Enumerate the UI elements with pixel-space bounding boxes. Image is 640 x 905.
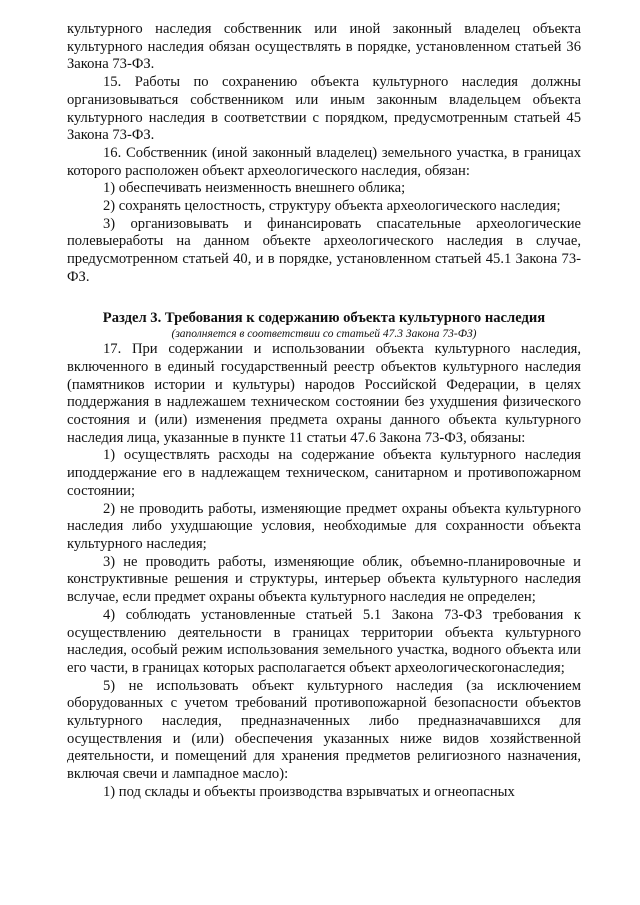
paragraph-15: 15. Работы по сохранению объекта культурного наследия должны организовываться собственником или иным законным владельцем объекта культурного наследия в соответствии с порядком, предусмотренным статьей 45 Закона 73-ФЗ. [67,74,581,144]
list-item-16-3: 3) организовывать и финансировать спасательные археологические полевыеработы на данном объекте археологического наследия в случае, предусмотренном статьей 40, и в порядке, установленном статьей 45.1 Закона 73-ФЗ. [67,215,581,285]
list-item-17-3: 3) не проводить работы, изменяющие облик, объемно-планировочные и конструктивные решения и структуры, интерьер объекта культурного наследия вслучае, если предмет охраны объекта культурного наследия не определен; [67,553,581,606]
section-note: (заполняется в соответствии со статьей 47.3 Закона 73-ФЗ) [171,328,477,341]
document-page [67,21,581,802]
list-item-17-4: 4) соблюдать установленные статьей 5.1 Закона 73-ФЗ требования к осуществлению деятельности в границах территории объекта культурного наследия, особый режим использования земельного участка, водного объекта или его части, в границах которых располагается объект археологическогонаследия; [67,606,581,676]
section-title: Раздел 3. Требования к содержанию объекта культурного наследия [102,309,546,326]
paragraph-continuation: культурного наследия собственник или иной законный владелец объекта культурного наследия обязан осуществлять в порядке, установленном статьей 36 Закона 73-ФЗ. [67,21,581,73]
list-item-16-1: 1) обеспечивать неизменность внешнего облика; [103,180,406,197]
list-item-17-5-1: 1) под склады и объекты производства взрывчатых и огнеопасных [103,783,515,800]
list-item-17-2: 2) не проводить работы, изменяющие предмет охраны объекта культурного наследия либо ухудшающие условия, необходимые для сохранности объекта культурного наследия; [67,500,581,552]
list-item-16-2: 2) сохранять целостность, структуру объекта археологического наследия; [103,198,561,215]
list-item-17-5: 5) не использовать объект культурного наследия (за исключением оборудованных с учетом требований противопожарной безопасности объектов культурного наследия, предназначенных либо предназначавшихся для осуществления и (или) обеспечения указанных ниже видов хозяйственной деятельности, и помещений для хранения предметов религиозного назначения, включая свечи и лампадное масло): [67,677,581,783]
list-item-17-1: 1) осуществлять расходы на содержание объекта культурного наследия иподдержание его в надлежащем техническом, санитарном и противопожарном состоянии; [67,447,581,499]
paragraph-17: 17. При содержании и использовании объекта культурного наследия, включенного в единый государственный реестр объектов культурного наследия (памятников истории и культуры) народов Российской Федерации, в целях поддержания в надлежашем техническом состоянии без ухудшения физического состояния и (или) изменения предмета охраны данного объекта культурного наследия лица, указанные в пункте 11 статьи 47.6 Закона 73-ФЗ, обязаны: [67,341,581,446]
paragraph-16: 16. Собственник (иной законный владелец) земельного участка, в границах которого расположен объект археологического наследия, обязан: [67,144,581,179]
